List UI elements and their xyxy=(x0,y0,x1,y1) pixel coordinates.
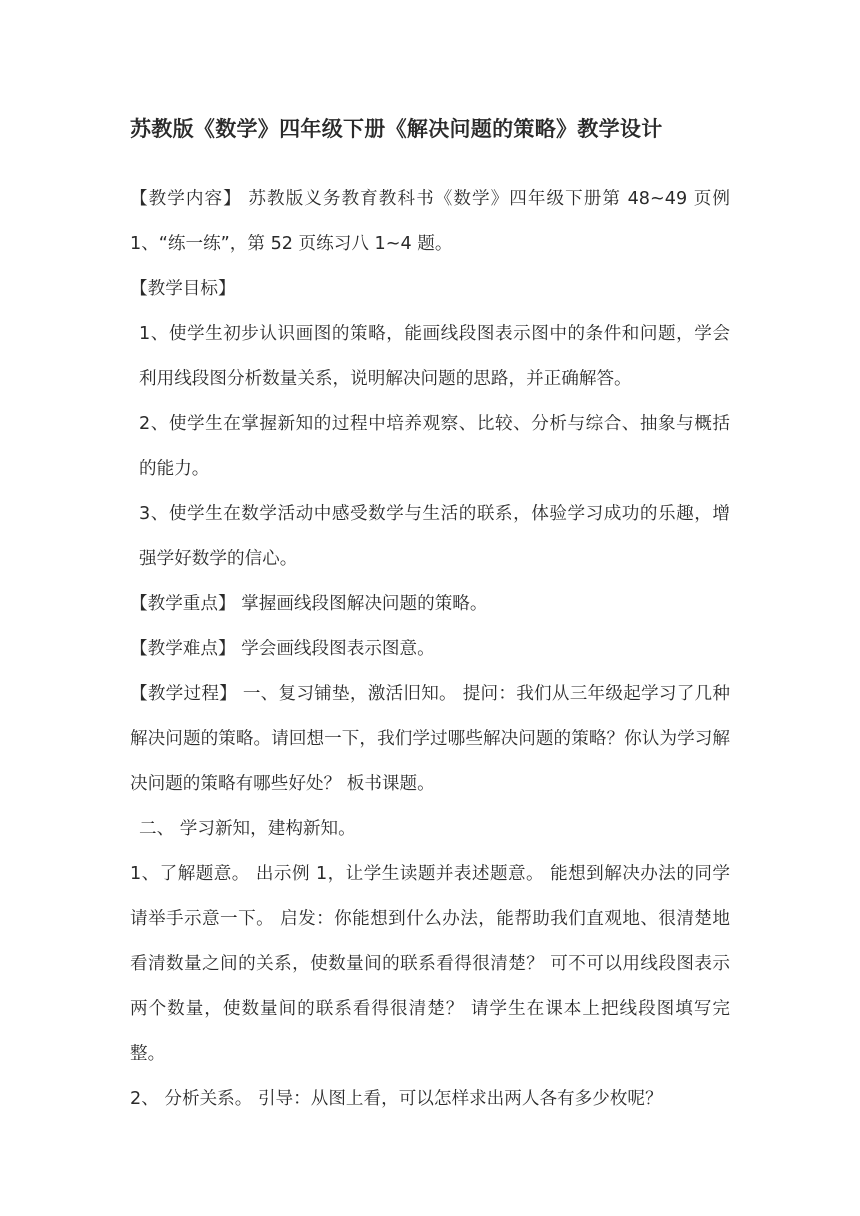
paragraph-difficulty: 【教学难点】 学会画线段图表示图意。 xyxy=(130,639,435,659)
paragraph-goal-2: 2、使学生在掌握新知的过程中培养观察、比较、分析与综合、抽象与概括的能力。 xyxy=(139,414,730,479)
paragraph-key-point: 【教学重点】 掌握画线段图解决问题的策略。 xyxy=(130,594,488,614)
document-title: 苏教版《数学》四年级下册《解决问题的策略》教学设计 xyxy=(130,117,663,141)
paragraph-goal-3: 3、使学生在数学活动中感受数学与生活的联系，体验学习成功的乐趣，增强学好数学的信心。 xyxy=(139,504,730,569)
paragraph-step-2: 2、 分析关系。 引导：从图上看，可以怎样求出两人各有多少枚呢？ xyxy=(130,1089,663,1109)
paragraph-goal-1: 1、使学生初步认识画图的策略，能画线段图表示图中的条件和问题，学会利用线段图分析数量关系，说明解决问题的思路，并正确解答。 xyxy=(139,324,730,389)
document-body xyxy=(130,177,730,1122)
paragraph-section-two: 二、 学习新知，建构新知。 xyxy=(139,819,356,839)
paragraph-teaching-content: 【教学内容】 苏教版义务教育教科书《数学》四年级下册第 48~49 页例 1、“练一练”，第 52 页练习八 1~4 题。 xyxy=(130,189,730,254)
paragraph-step-1: 1、了解题意。 出示例 1，让学生读题并表述题意。 能想到解决办法的同学请举手示意一下。 启发：你能想到什么办法，能帮助我们直观地、很清楚地看清数量之间的关系，使数量间的联系看得很清楚？ 可不可以用线段图表示两个数量，使数量间的联系看得很清楚？ 请学生在课本上把线段图填写完整。 xyxy=(130,864,730,1064)
paragraph-teaching-goals-heading: 【教学目标】 xyxy=(130,279,236,299)
paragraph-teaching-process: 【教学过程】 一、复习铺垫，激活旧知。 提问：我们从三年级起学习了几种解决问题的策略。请回想一下，我们学过哪些解决问题的策略？你认为学习解决问题的策略有哪些好处？ 板书课题。 xyxy=(130,684,730,794)
